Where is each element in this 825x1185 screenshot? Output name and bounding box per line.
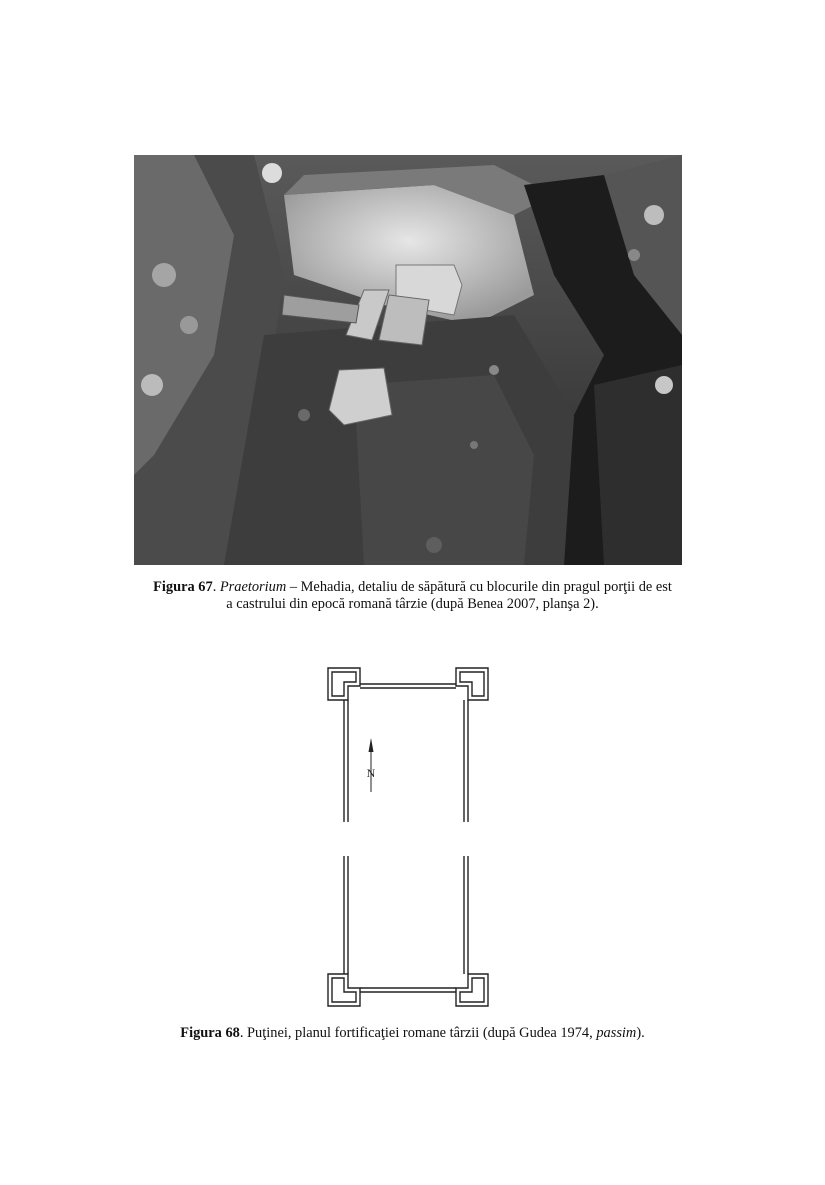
figure-68-caption-text: . Puţinei, planul fortificaţiei romane târzii (după Gudea 1974,: [239, 1025, 597, 1041]
fortification-plan: [320, 660, 500, 1015]
figure-67-label: Figura 67: [153, 579, 213, 595]
figure-67-title: Praetorium: [219, 579, 287, 595]
caption-67-line-2: a castrului din epocă romană târzie (după Benea 2007, planşa 2).: [226, 596, 599, 612]
north-arrow-icon: [366, 738, 376, 792]
figure-68-caption-end: ).: [636, 1025, 645, 1041]
figure-68-label: Figura 68: [180, 1025, 240, 1041]
north-label: N: [366, 766, 376, 780]
figure-67-caption: [100, 579, 725, 613]
excavation-photo: [134, 155, 682, 565]
caption-67-line-1: Figura 67. Praetorium – Mehadia, detaliu de săpătură cu blocurile din pragul porţii de est: [153, 579, 672, 595]
figure-68-caption: [100, 1025, 725, 1042]
figure-67-caption-text: – Mehadia, detaliu de săpătură cu blocurile din pragul porţii de est: [286, 579, 672, 595]
figure-68-caption-italic: passim: [596, 1025, 637, 1041]
